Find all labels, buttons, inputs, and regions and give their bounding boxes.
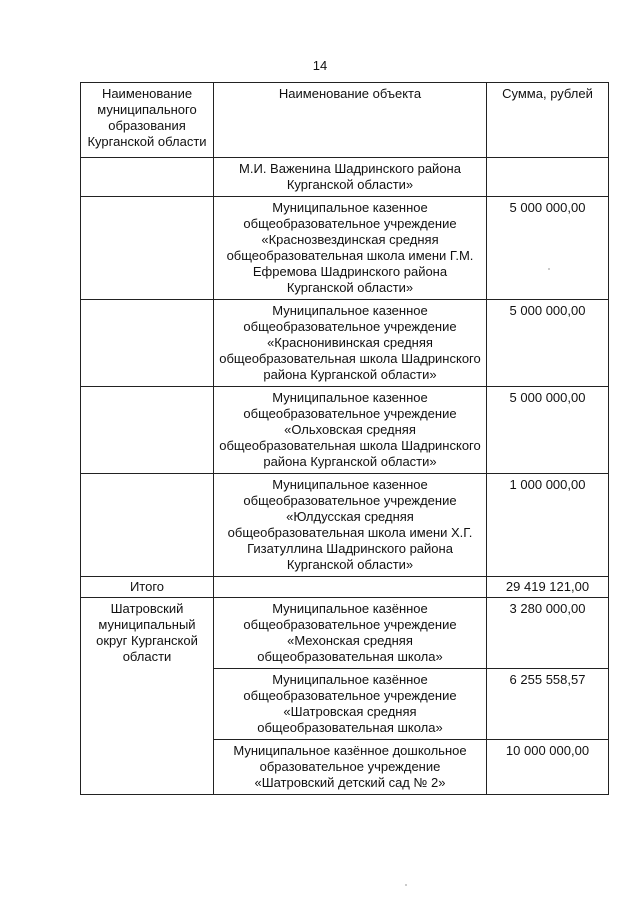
amount-cell: 5 000 000,00 [487,387,609,474]
page-number: 14 [312,58,328,73]
object-cell: Муниципальное казенное общеобразовательное учреждение «Краснонивинская средняя общеобразовательная школа Шадринского района Курганской области» [214,300,487,387]
table-row [81,197,609,300]
object-cell: Муниципальное казённое общеобразовательное учреждение «Шатровская средняя общеобразовательная школа» [214,669,487,740]
object-cell: Муниципальное казённое общеобразовательное учреждение «Мехонская средняя общеобразовательная школа» [214,598,487,669]
object-cell: Муниципальное казенное общеобразовательное учреждение «Ольховская средняя общеобразовательная школа Шадринского района Курганской области» [214,387,487,474]
amount-cell [487,158,609,197]
amount-cell: 3 280 000,00 [487,598,609,669]
allocation-table [80,82,609,795]
amount-cell: 6 255 558,57 [487,669,609,740]
object-cell: Муниципальное казенное общеобразовательное учреждение «Юлдусская средняя общеобразовательная школа имени Х.Г. Гизатуллина Шадринского района Курганской области» [214,474,487,577]
table-header-row [81,83,609,158]
header-object: Наименование объекта [214,83,487,158]
municipality-cell [81,300,214,387]
table-row [81,598,609,669]
municipality-cell-shatrovsky: Шатровский муниципальный округ Курганской области [81,598,214,795]
object-cell: Муниципальное казённое дошкольное образовательное учреждение «Шатровский детский сад № 2» [214,740,487,795]
object-cell: Муниципальное казенное общеобразовательное учреждение «Краснозвездинская средняя общеобразовательная школа имени Г.М. Ефремова Шадринского района Курганской области» [214,197,487,300]
total-row [81,577,609,598]
municipality-cell [81,158,214,197]
header-amount: Сумма, рублей [487,83,609,158]
total-object-cell [214,577,487,598]
table-row [81,158,609,197]
table-row [81,474,609,577]
amount-cell: 5 000 000,00 [487,300,609,387]
scan-speck [548,268,550,270]
table-row [81,387,609,474]
total-amount: 29 419 121,00 [487,577,609,598]
header-municipality: Наименование муниципального образования Курганской области [81,83,214,158]
amount-cell: 1 000 000,00 [487,474,609,577]
total-label: Итого [81,577,214,598]
object-cell: М.И. Важенина Шадринского района Курганской области» [214,158,487,197]
scan-speck [405,884,407,886]
municipality-cell [81,474,214,577]
table-row [81,300,609,387]
municipality-cell [81,387,214,474]
amount-cell: 5 000 000,00 [487,197,609,300]
amount-cell: 10 000 000,00 [487,740,609,795]
municipality-cell [81,197,214,300]
